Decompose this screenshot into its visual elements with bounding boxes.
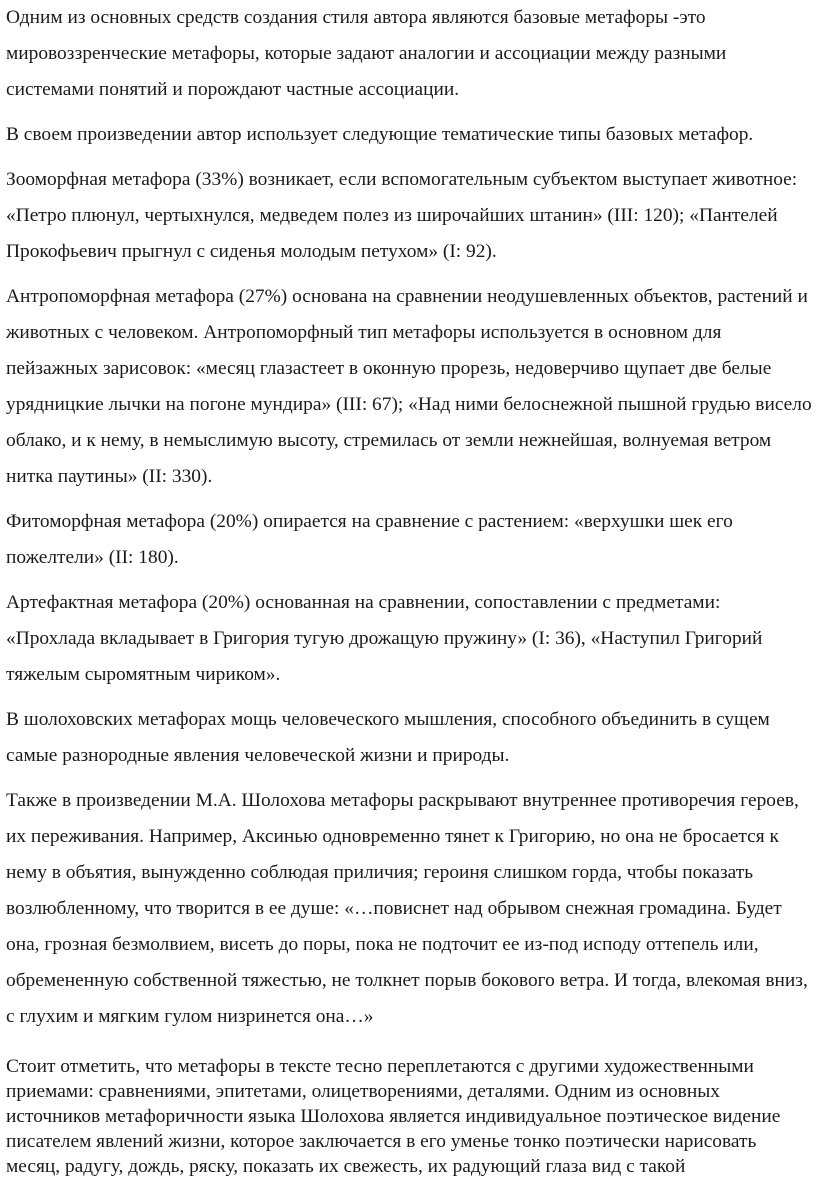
paragraph-phytomorphic: Фитоморфная метафора (20%) опирается на сравнение с растением: «верхушки шек его пожелтели» (II: 180).: [6, 511, 733, 568]
paragraph-other-devices: Стоит отметить, что метафоры в тексте тесно переплетаются с другими художественными приемами: сравнениями, эпитетами, олицетворениями, деталями. Одним из основных источников метафоричности языка Шолохова является индивидуальное поэтическое видение писателем явлений жизни, которое заключается в его уменье тонко поэтически нарисовать месяц, радугу, дождь, ряску, показать их свежесть, их радующий глаза вид с такой: [6, 1056, 781, 1177]
paragraph-artifact: Артефактная метафора (20%) основанная на сравнении, сопоставлении с предметами: «Прохлада вкладывает в Григория тугую дрожащую пружину» (I: 36), «Наступил Григорий тяжелым сыромятным чириком».: [6, 592, 763, 685]
document-page: [6, 0, 812, 1179]
paragraph-thematic-types: В своем произведении автор использует следующие тематические типы базовых метафор.: [6, 124, 754, 145]
paragraph-zoomorphic: Зооморфная метафора (33%) возникает, если вспомогательным субъектом выступает животное: «Петро плюнул, чертыхнулся, медведем полез из широчайших штанин» (III: 120); «Пантелей Прокофьевич прыгнул с сиденья молодым петухом» (I: 92).: [6, 169, 798, 262]
paragraph-inner-contradictions: Также в произведении М.А. Шолохова метафоры раскрывают внутреннее противоречия героев, их переживания. Например, Аксинью одновременно тянет к Григорию, но она не бросается к нему в объятия, вынужденно соблюдая приличия; героиня слишком горда, чтобы показать возлюбленному, что творится в ее душе: «…повиснет над обрывом снежная громадина. Будет она, грозная безмолвием, висеть до поры, пока не подточит ее из-под исподу оттепель или, обремененную собственной тяжестью, не толкнет порыв бокового ветра. И тогда, влекомая вниз, с глухим и мягким гулом низринется она…»: [6, 790, 808, 1027]
paragraph-base-metaphors: Одним из основных средств создания стиля автора являются базовые метафоры -это мировоззренческие метафоры, которые задают аналогии и ассоциации между разными системами понятий и порождают частные ассоциации.: [6, 7, 727, 100]
paragraph-sholokhov-thinking: В шолоховских метафорах мощь человеческого мышления, способного объединить в сущем самые разнородные явления человеческой жизни и природы.: [6, 709, 770, 766]
paragraph-anthropomorphic: Антропоморфная метафора (27%) основана на сравнении неодушевленных объектов, растений и животных с человеком. Антропоморфный тип метафоры используется в основном для пейзажных зарисовок: «месяц глазастеет в оконную прорезь, недоверчиво щупает две белые урядницкие лычки на погоне мундира» (III: 67); «Над ними белоснежной пышной грудью висело облако, и к нему, в немыслимую высоту, стремилась от земли нежнейшая, волнуемая ветром нитка паутины» (II: 330).: [6, 286, 812, 487]
